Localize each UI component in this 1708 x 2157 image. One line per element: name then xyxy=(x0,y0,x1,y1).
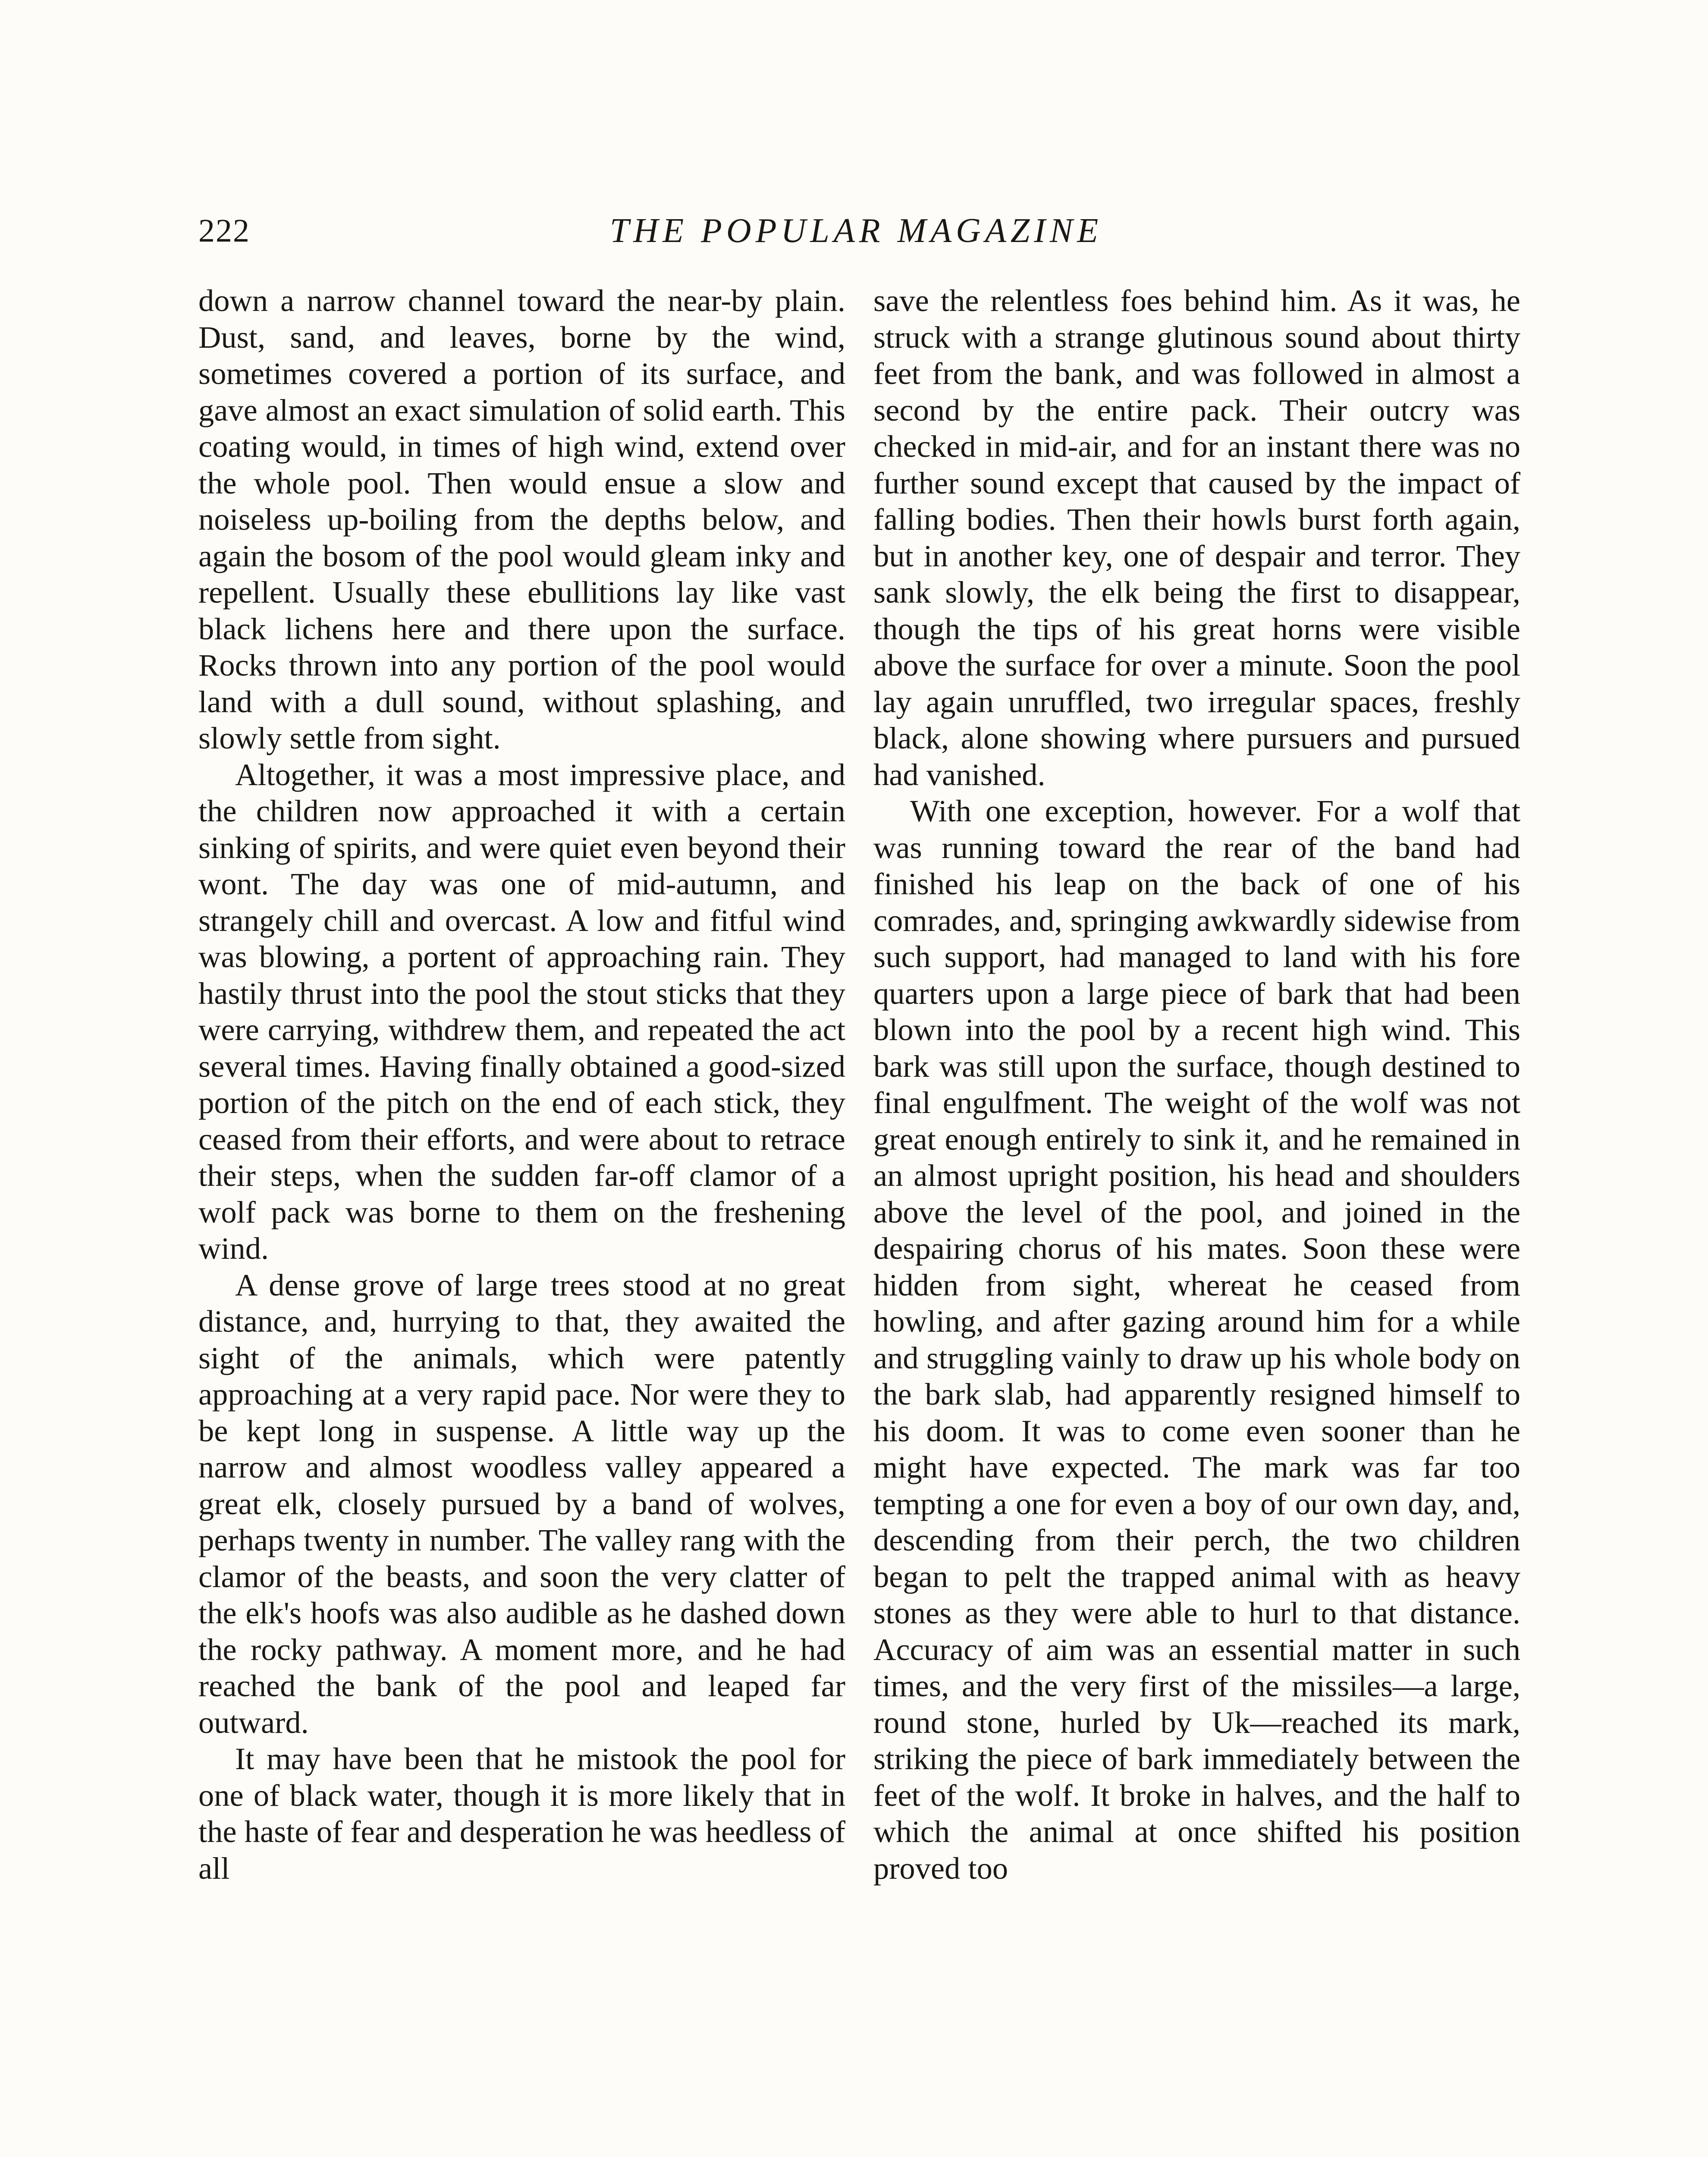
paragraph: With one exception, however. For a wolf that was running toward the rear of the band had finished his leap on the back of one of his comrades, and, springing awkwardly sidewise from such support, had managed to land with his fore quarters upon a large piece of bark that had been blown into the pool by a recent high wind. This bark was still upon the surface, though destined to final engulfment. The weight of the wolf was not great enough entirely to sink it, and he remained in an almost upright position, his head and shoulders above the level of the pool, and joined in the despairing chorus of his mates. Soon these were hidden from sight, whereat he ceased from howling, and after gazing around him for a while and struggling vainly to draw up his whole body on the bark slab, had apparently resigned himself to his doom. It was to come even sooner than he might have expected. The mark was far too tempting a one for even a boy of our own day, and, descending from their perch, the two children began to pelt the trapped animal with as heavy stones as they were able to hurl to that distance. Accuracy of aim was an essential matter in such times, and the very first of the missiles—a large, round stone, hurled by Uk—reached its mark, striking the piece of bark immediately between the feet of the wolf. It broke in halves, and the half to which the animal at once shifted his position proved too xyxy=(873,793,1520,1886)
paragraph: save the relentless foes behind him. As it was, he struck with a strange glutinous sound about thirty feet from the bank, and was followed in almost a second by the entire pack. Their outcry was checked in mid-air, and for an instant there was no further sound except that caused by the impact of falling bodies. Then their howls burst forth again, but in another key, one of despair and terror. They sank slowly, the elk being the first to disappear, though the tips of his great horns were visible above the surface for over a minute. Soon the pool lay again unruffled, two irregular spaces, freshly black, alone showing where pursuers and pursued had vanished. xyxy=(873,283,1520,792)
magazine-title: THE POPULAR MAGAZINE xyxy=(609,212,1103,250)
paragraph: A dense grove of large trees stood at no great distance, and, hurrying to that, they awaited the sight of the animals, which were patently approaching at a very rapid pace. Nor were they to be kept long in suspense. A little way up the narrow and almost woodless valley appeared a great elk, closely pursued by a band of wolves, perhaps twenty in number. The valley rang with the clamor of the beasts, and soon the very clatter of the elk's hoofs was also audible as he dashed down the rocky pathway. A moment more, and he had reached the bank of the pool and leaped far outward. xyxy=(198,1267,845,1740)
page-number: 222 xyxy=(198,213,250,249)
paragraph: It may have been that he mistook the pool for one of black water, though it is more likely that in the haste of fear and desperation he was heedless of all xyxy=(198,1741,845,1886)
right-column xyxy=(873,283,1520,1887)
left-column xyxy=(198,283,845,1887)
paragraph: Altogether, it was a most impressive place, and the children now approached it with a certain sinking of spirits, and were quiet even beyond their wont. The day was one of mid-autumn, and strangely chill and overcast. A low and fitful wind was blowing, a portent of approaching rain. They hastily thrust into the pool the stout sticks that they were carrying, withdrew them, and repeated the act several times. Having finally obtained a good-sized portion of the pitch on the end of each stick, they ceased from their efforts, and were about to retrace their steps, when the sudden far-off clamor of a wolf pack was borne to them on the freshening wind. xyxy=(198,757,845,1266)
running-head xyxy=(198,203,1514,259)
paragraph: down a narrow channel toward the near-by plain. Dust, sand, and leaves, borne by the wind, sometimes covered a portion of its surface, and gave almost an exact simulation of solid earth. This coating would, in times of high wind, extend over the whole pool. Then would ensue a slow and noiseless up-boiling from the depths below, and again the bosom of the pool would gleam inky and repellent. Usually these ebullitions lay like vast black lichens here and there upon the surface. Rocks thrown into any portion of the pool would land with a dull sound, without splashing, and slowly settle from sight. xyxy=(198,283,845,755)
